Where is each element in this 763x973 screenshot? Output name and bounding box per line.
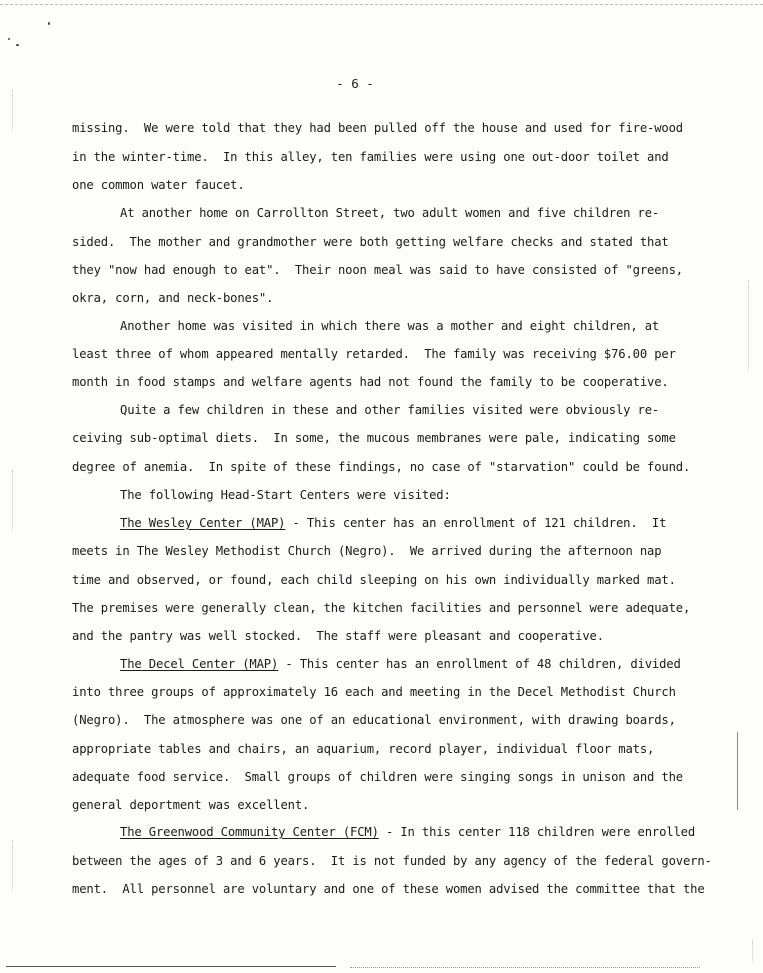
body-text-line: one common water faucet. bbox=[72, 178, 245, 192]
body-text-line: in the winter-time. In this alley, ten families were using one out-door toilet and bbox=[72, 150, 669, 164]
body-text-line: Another home was visited in which there was a mother and eight children, at bbox=[120, 319, 660, 333]
body-text-line: The following Head-Start Centers were visited: bbox=[120, 488, 451, 502]
body-text-line: and the pantry was well stocked. The staff were pleasant and cooperative. bbox=[72, 629, 604, 643]
body-text-line: At another home on Carrollton Street, two adult women and five children re- bbox=[120, 206, 660, 220]
page-number: - 6 - bbox=[336, 76, 374, 91]
right-margin-mark bbox=[752, 940, 753, 962]
body-text-line: between the ages of 3 and 6 years. It is not funded by any agency of the federal govern- bbox=[72, 854, 712, 868]
body-text: - This center has an enrollment of 121 children. It bbox=[285, 516, 667, 530]
top-perforation bbox=[0, 4, 763, 5]
center-heading: The Decel Center (MAP) bbox=[120, 657, 279, 671]
body-text-line: sided. The mother and grandmother were both getting welfare checks and stated that bbox=[72, 235, 669, 249]
center-heading: The Wesley Center (MAP) bbox=[120, 516, 286, 530]
body-text: - In this center 118 children were enrolled bbox=[378, 825, 695, 839]
left-margin-mark bbox=[12, 90, 13, 130]
center-heading: The Greenwood Community Center (FCM) bbox=[120, 825, 379, 839]
body-text-line: into three groups of approximately 16 each and meeting in the Decel Methodist Church bbox=[72, 685, 676, 699]
right-margin-mark bbox=[748, 280, 749, 370]
body-text-line: meets in The Wesley Methodist Church (Negro). We arrived during the afternoon nap bbox=[72, 544, 662, 558]
body-text-line: okra, corn, and neck-bones". bbox=[72, 291, 274, 305]
left-margin-mark bbox=[12, 840, 13, 890]
body-text-line bbox=[120, 656, 681, 672]
left-margin-mark bbox=[12, 470, 13, 530]
body-text-line: month in food stamps and welfare agents had not found the family to be cooperative. bbox=[72, 375, 669, 389]
bottom-rule-dotted bbox=[350, 967, 700, 968]
ink-speck bbox=[8, 38, 10, 40]
body-text-line bbox=[120, 824, 695, 840]
body-text: - This center has an enrollment of 48 children, divided bbox=[278, 657, 681, 671]
ink-speck bbox=[48, 22, 50, 25]
body-text-line: (Negro). The atmosphere was one of an educational environment, with drawing boards, bbox=[72, 713, 676, 727]
body-text-line: degree of anemia. In spite of these findings, no case of "starvation" could be found. bbox=[72, 460, 691, 474]
right-margin-bar bbox=[737, 732, 738, 810]
body-text-line: appropriate tables and chairs, an aquarium, record player, individual floor mats, bbox=[72, 742, 655, 756]
body-text-line: least three of whom appeared mentally retarded. The family was receiving $76.00 per bbox=[72, 347, 676, 361]
body-text-line: ceiving sub-optimal diets. In some, the mucous membranes were pale, indicating some bbox=[72, 431, 676, 445]
body-text-line: missing. We were told that they had been pulled off the house and used for fire-wood bbox=[72, 121, 683, 135]
body-text-line: adequate food service. Small groups of children were singing songs in unison and the bbox=[72, 770, 683, 784]
body-text-line: they "now had enough to eat". Their noon meal was said to have consisted of "greens, bbox=[72, 263, 683, 277]
bottom-rule bbox=[6, 966, 336, 967]
ink-speck bbox=[16, 44, 19, 46]
body-text-line: ment. All personnel are voluntary and one of these women advised the committee that the bbox=[72, 882, 705, 896]
body-text-line bbox=[120, 515, 666, 531]
body-text-line: Quite a few children in these and other families visited were obviously re- bbox=[120, 403, 660, 417]
body-text-line: The premises were generally clean, the kitchen facilities and personnel were adequate, bbox=[72, 601, 691, 615]
body-text-line: time and observed, or found, each child sleeping on his own individually marked mat. bbox=[72, 573, 676, 587]
body-text-line: general deportment was excellent. bbox=[72, 798, 310, 812]
